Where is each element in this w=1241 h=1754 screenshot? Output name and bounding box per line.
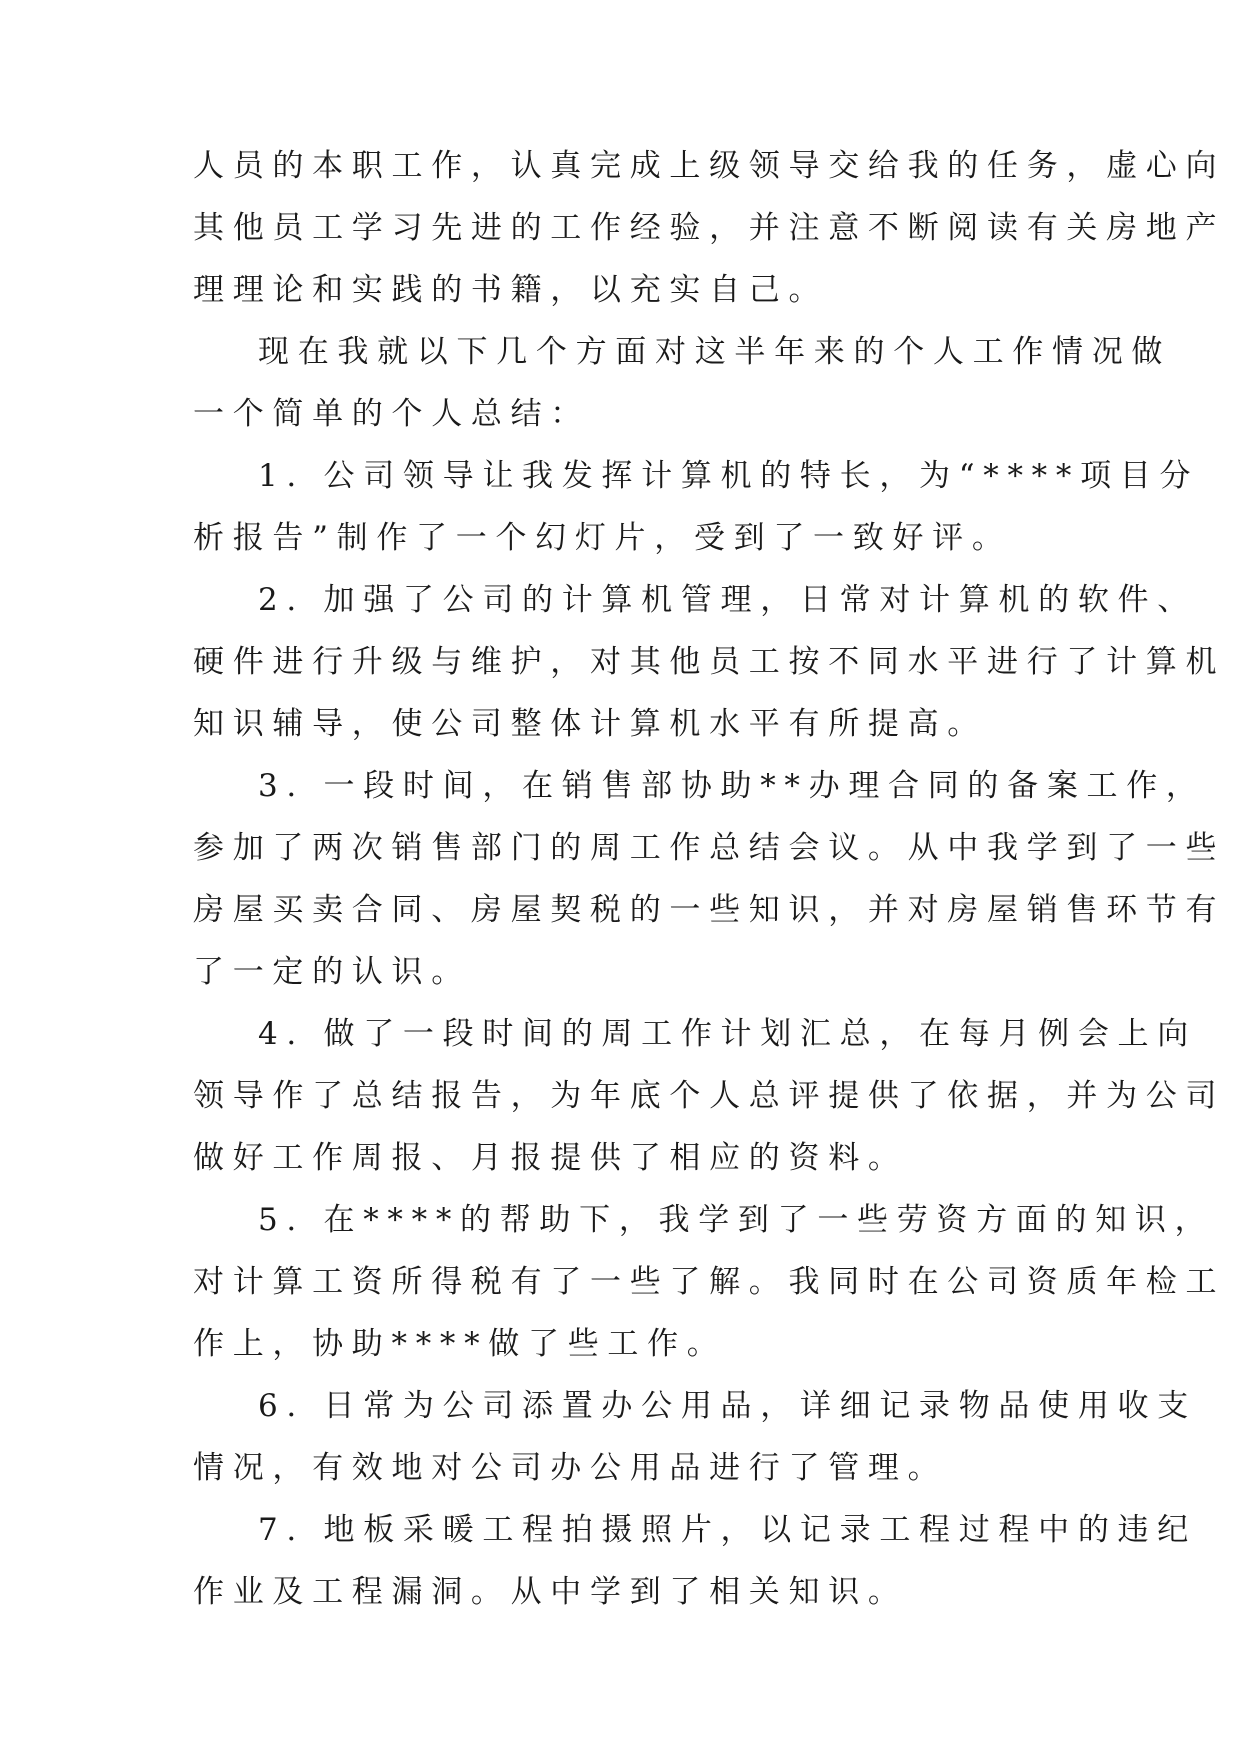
text-line: 析报告”制作了一个幻灯片，受到了一致好评。	[193, 520, 1012, 556]
text-line: 硬件进行升级与维护，对其他员工按不同水平进行了计算机	[193, 644, 1226, 680]
text-line: 情况，有效地对公司办公用品进行了管理。	[193, 1450, 948, 1486]
list-item-6-line: 6. 日常为公司添置办公用品，详细记录物品使用收支	[258, 1388, 1197, 1424]
text-line: 了一定的认识。	[193, 954, 471, 990]
text-line: 参加了两次销售部门的周工作总结会议。从中我学到了一些	[193, 830, 1226, 866]
text-line: 作业及工程漏洞。从中学到了相关知识。	[193, 1574, 908, 1610]
text-line: 房屋买卖合同、房屋契税的一些知识，并对房屋销售环节有	[193, 892, 1226, 928]
text-line: 其他员工学习先进的工作经验，并注意不断阅读有关房地产	[193, 210, 1226, 246]
list-item-1-line: 1. 公司领导让我发挥计算机的特长，为“****项目分	[258, 458, 1200, 494]
text-line: 作上，协助****做了些工作。	[193, 1326, 727, 1362]
paragraph-first-line: 现在我就以下几个方面对这半年来的个人工作情况做	[258, 334, 1172, 370]
text-line: 人员的本职工作，认真完成上级领导交给我的任务，虚心向	[193, 148, 1226, 184]
text-line: 领导作了总结报告，为年底个人总评提供了依据，并为公司	[193, 1078, 1226, 1114]
text-line: 做好工作周报、月报提供了相应的资料。	[193, 1140, 908, 1176]
list-item-2-line: 2. 加强了公司的计算机管理，日常对计算机的软件、	[258, 582, 1197, 618]
list-item-4-line: 4. 做了一段时间的周工作计划汇总，在每月例会上向	[258, 1016, 1197, 1052]
text-line: 理理论和实践的书籍，以充实自己。	[193, 272, 829, 308]
list-item-7-line: 7. 地板采暖工程拍摄照片，以记录工程过程中的违纪	[258, 1512, 1197, 1548]
list-item-5-line: 5. 在****的帮助下，我学到了一些劳资方面的知识，	[258, 1202, 1215, 1238]
list-item-3-line: 3. 一段时间，在销售部协助**办理合同的备案工作，	[258, 768, 1206, 804]
text-line: 知识辅导，使公司整体计算机水平有所提高。	[193, 706, 987, 742]
text-line: 对计算工资所得税有了一些了解。我同时在公司资质年检工	[193, 1264, 1226, 1300]
text-line: 一个简单的个人总结：	[193, 396, 590, 432]
